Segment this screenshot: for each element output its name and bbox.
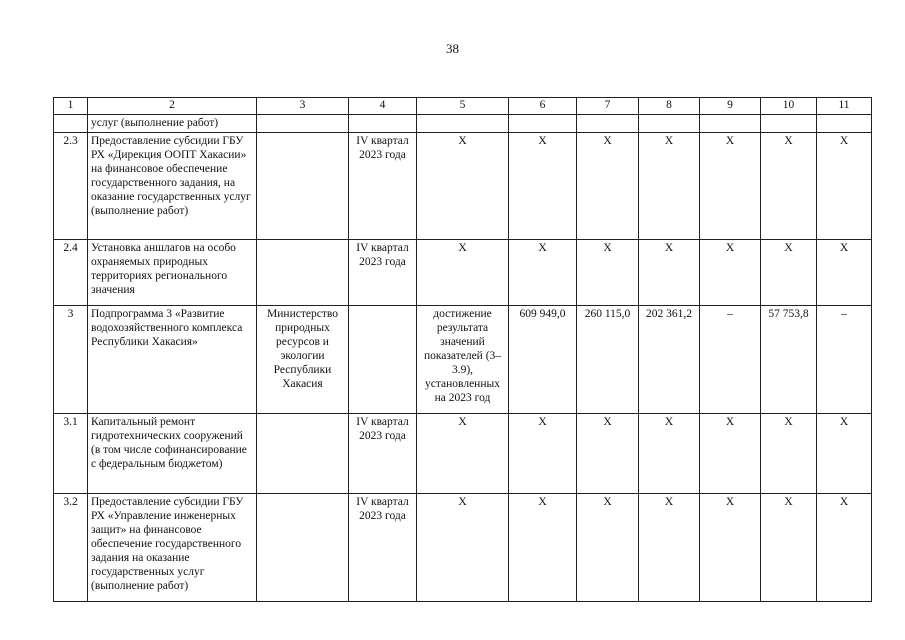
header-cell: 8 — [639, 98, 700, 115]
period: IV квартал 2023 года — [349, 240, 417, 306]
value-cell: Х — [577, 414, 639, 494]
value-cell: 202 361,2 — [639, 306, 700, 414]
value-cell: Х — [817, 240, 872, 306]
period: IV квартал 2023 года — [349, 494, 417, 602]
value-cell: Х — [761, 494, 817, 602]
continuation-row — [54, 115, 872, 133]
value-cell: – — [817, 306, 872, 414]
value-cell: Х — [509, 414, 577, 494]
header-cell: 2 — [88, 98, 257, 115]
value-cell: Х — [639, 240, 700, 306]
value-cell: 57 753,8 — [761, 306, 817, 414]
page-number: 38 — [446, 41, 459, 56]
header-cell: 3 — [257, 98, 349, 115]
result: достижение результата значений показателей (3–3.9), установленных на 2023 год — [417, 306, 509, 414]
header-cell: 6 — [509, 98, 577, 115]
value-cell: Х — [577, 240, 639, 306]
value-cell: Х — [700, 414, 761, 494]
value-cell: Х — [761, 240, 817, 306]
value-cell: Х — [509, 133, 577, 240]
period — [349, 306, 417, 414]
executor — [257, 133, 349, 240]
value-cell: Х — [639, 133, 700, 240]
header-cell: 1 — [54, 98, 88, 115]
value-cell: Х — [577, 133, 639, 240]
period: IV квартал 2023 года — [349, 414, 417, 494]
header-cell: 11 — [817, 98, 872, 115]
header-cell: 4 — [349, 98, 417, 115]
row-number: 2.3 — [54, 133, 88, 240]
value-cell: Х — [639, 494, 700, 602]
value-cell: Х — [700, 240, 761, 306]
value-cell: Х — [639, 414, 700, 494]
executor: Министерство природных ресурсов и экологии Республики Хакасия — [257, 306, 349, 414]
measure-name: Предоставление субсидии ГБУ РХ «Дирекция ООПТ Хакасии» на финансовое обеспечение государственного задания, на оказание государственных услуг (выполнение работ) — [88, 133, 257, 240]
measure-name: Предоставление субсидии ГБУ РХ «Управление инженерных защит» на финансовое обеспечение государственного задания на оказание государственных услуг (выполнение работ) — [88, 494, 257, 602]
table-row — [54, 240, 872, 306]
value-cell: Х — [700, 494, 761, 602]
value-cell: Х — [817, 133, 872, 240]
executor — [257, 240, 349, 306]
value-cell: Х — [761, 133, 817, 240]
value-cell: Х — [509, 240, 577, 306]
row-number: 3.1 — [54, 414, 88, 494]
result: Х — [417, 414, 509, 494]
table-row — [54, 494, 872, 602]
header-cell: 9 — [700, 98, 761, 115]
measure-name: Капитальный ремонт гидротехнических сооружений (в том числе софинансирование с федеральным бюджетом) — [88, 414, 257, 494]
table-row — [54, 133, 872, 240]
header-row — [54, 98, 872, 115]
result: Х — [417, 494, 509, 602]
value-cell: 609 949,0 — [509, 306, 577, 414]
row-number: 2.4 — [54, 240, 88, 306]
row-number: 3.2 — [54, 494, 88, 602]
value-cell: Х — [817, 414, 872, 494]
value-cell: 260 115,0 — [577, 306, 639, 414]
header-cell: 5 — [417, 98, 509, 115]
measure-name: Установка аншлагов на особо охраняемых природных территориях регионального значения — [88, 240, 257, 306]
period: IV квартал 2023 года — [349, 133, 417, 240]
executor — [257, 414, 349, 494]
value-cell: Х — [761, 414, 817, 494]
table-row — [54, 306, 872, 414]
header-cell: 10 — [761, 98, 817, 115]
value-cell: Х — [817, 494, 872, 602]
result: Х — [417, 133, 509, 240]
table-row — [54, 414, 872, 494]
value-cell: – — [700, 306, 761, 414]
result: Х — [417, 240, 509, 306]
executor — [257, 494, 349, 602]
value-cell: Х — [700, 133, 761, 240]
measure-name: Подпрограмма 3 «Развитие водохозяйственного комплекса Республики Хакасия» — [88, 306, 257, 414]
row-number: 3 — [54, 306, 88, 414]
header-cell: 7 — [577, 98, 639, 115]
value-cell: Х — [509, 494, 577, 602]
value-cell: Х — [577, 494, 639, 602]
program-table — [53, 97, 872, 602]
continuation-text: услуг (выполнение работ) — [88, 115, 257, 133]
